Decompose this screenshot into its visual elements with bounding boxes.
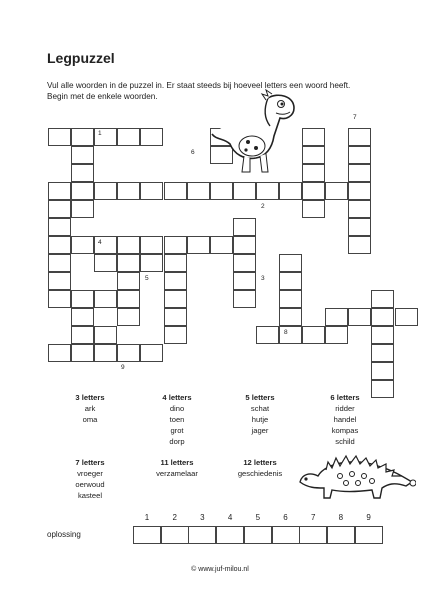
crossword-cell[interactable] bbox=[48, 182, 71, 200]
crossword-cell[interactable] bbox=[210, 182, 233, 200]
crossword-cell[interactable] bbox=[233, 236, 256, 254]
crossword-cell[interactable] bbox=[71, 308, 94, 326]
clue-number-4: 4 bbox=[98, 239, 102, 246]
crossword-cell[interactable] bbox=[279, 254, 302, 272]
crossword-cell[interactable] bbox=[348, 164, 371, 182]
crossword-cell[interactable] bbox=[48, 290, 71, 308]
word-group-12-letters bbox=[220, 457, 300, 479]
crossword-cell[interactable] bbox=[71, 182, 94, 200]
crossword-cell[interactable] bbox=[256, 182, 279, 200]
word-group-heading: 12 letters bbox=[243, 458, 277, 467]
crossword-cell[interactable] bbox=[94, 290, 117, 308]
crossword-cell[interactable] bbox=[71, 128, 94, 146]
crossword-cell[interactable] bbox=[279, 182, 302, 200]
crossword-cell[interactable] bbox=[164, 182, 187, 200]
word-item: geschiedenis bbox=[237, 469, 283, 478]
word-group-heading: 7 letters bbox=[75, 458, 105, 467]
crossword-cell[interactable] bbox=[164, 290, 187, 308]
crossword-cell[interactable] bbox=[256, 326, 279, 344]
word-group-7-letters bbox=[50, 457, 130, 501]
solution-number: 8 bbox=[338, 513, 344, 522]
crossword-cell[interactable] bbox=[279, 308, 302, 326]
crossword-cell[interactable] bbox=[140, 344, 163, 362]
crossword-cell[interactable] bbox=[71, 200, 94, 218]
crossword-cell[interactable] bbox=[71, 344, 94, 362]
solution-cell[interactable] bbox=[216, 526, 244, 544]
crossword-cell[interactable] bbox=[325, 308, 348, 326]
word-item: verzamelaar bbox=[156, 469, 198, 478]
crossword-cell[interactable] bbox=[164, 272, 187, 290]
word-group-heading: 3 letters bbox=[75, 393, 105, 402]
word-group-3-letters bbox=[50, 392, 130, 425]
word-item: ridder bbox=[335, 404, 355, 413]
crossword-cell[interactable] bbox=[94, 344, 117, 362]
crossword-cell[interactable] bbox=[48, 218, 71, 236]
clue-number-1: 1 bbox=[98, 130, 102, 137]
crossword-cell[interactable] bbox=[325, 182, 348, 200]
crossword-cell[interactable] bbox=[71, 164, 94, 182]
crossword-cell[interactable] bbox=[371, 344, 394, 362]
word-group-heading: 4 letters bbox=[162, 393, 192, 402]
word-item: oma bbox=[82, 415, 98, 424]
word-item: ark bbox=[84, 404, 96, 413]
crossword-cell[interactable] bbox=[325, 326, 348, 344]
crossword-cell[interactable] bbox=[302, 326, 325, 344]
crossword-cell[interactable] bbox=[117, 128, 140, 146]
solution-number: 7 bbox=[310, 513, 316, 522]
word-group-6-letters bbox=[305, 392, 385, 447]
word-item: kasteel bbox=[77, 491, 103, 500]
clue-number-9: 9 bbox=[121, 364, 125, 371]
crossword-cell[interactable] bbox=[117, 182, 140, 200]
word-group-4-letters bbox=[137, 392, 217, 447]
clue-number-5: 5 bbox=[145, 275, 149, 282]
solution-cell[interactable] bbox=[161, 526, 189, 544]
crossword-cell[interactable] bbox=[233, 272, 256, 290]
crossword-cell[interactable] bbox=[302, 200, 325, 218]
solution-cell[interactable] bbox=[272, 526, 300, 544]
crossword-cell[interactable] bbox=[348, 182, 371, 200]
word-item: jager bbox=[251, 426, 269, 435]
crossword-cell[interactable] bbox=[302, 164, 325, 182]
crossword-cell[interactable] bbox=[371, 362, 394, 380]
crossword-cell[interactable] bbox=[187, 236, 210, 254]
solution-number: 4 bbox=[227, 513, 233, 522]
solution-number: 3 bbox=[200, 513, 205, 522]
crossword-cell[interactable] bbox=[117, 290, 140, 308]
crossword-cell[interactable] bbox=[164, 236, 187, 254]
crossword-cell[interactable] bbox=[140, 182, 163, 200]
instruction-line-2: Begin met de enkele woorden. bbox=[47, 92, 158, 101]
word-group-11-letters bbox=[137, 457, 217, 479]
footer-credit: © www.juf-milou.nl bbox=[191, 566, 249, 573]
clue-number-3: 3 bbox=[261, 275, 265, 282]
crossword-cell[interactable] bbox=[140, 254, 163, 272]
clue-number-7: 7 bbox=[353, 114, 357, 121]
crossword-cell[interactable] bbox=[94, 326, 117, 344]
crossword-cell[interactable] bbox=[302, 146, 325, 164]
crossword-cell[interactable] bbox=[279, 272, 302, 290]
solution-cell[interactable] bbox=[355, 526, 383, 544]
crossword-cell[interactable] bbox=[48, 236, 71, 254]
crossword-cell[interactable] bbox=[348, 218, 371, 236]
clue-number-8: 8 bbox=[284, 329, 288, 336]
solution-cell[interactable] bbox=[327, 526, 355, 544]
crossword-cell[interactable] bbox=[348, 146, 371, 164]
crossword-cell[interactable] bbox=[233, 218, 256, 236]
crossword-cell[interactable] bbox=[117, 236, 140, 254]
clue-number-6: 6 bbox=[191, 149, 195, 156]
word-group-5-letters bbox=[220, 392, 300, 436]
solution-cell[interactable] bbox=[299, 526, 327, 544]
solution-cell[interactable] bbox=[244, 526, 272, 544]
word-group-heading: 11 letters bbox=[160, 458, 194, 467]
crossword-cell[interactable] bbox=[371, 308, 394, 326]
crossword-cell[interactable] bbox=[117, 344, 140, 362]
crossword-cell[interactable] bbox=[371, 290, 394, 308]
solution-number: 9 bbox=[366, 513, 371, 522]
word-item: oerwoud bbox=[75, 480, 105, 489]
crossword-cell[interactable] bbox=[279, 326, 302, 344]
word-item: kompas bbox=[331, 426, 359, 435]
crossword-cell[interactable] bbox=[71, 146, 94, 164]
solution-number: 5 bbox=[255, 513, 261, 522]
crossword-cell[interactable] bbox=[48, 272, 71, 290]
crossword-cell[interactable] bbox=[279, 290, 302, 308]
crossword-cell[interactable] bbox=[140, 236, 163, 254]
page-title: Legpuzzel bbox=[47, 50, 115, 66]
solution-number: 6 bbox=[283, 513, 288, 522]
crossword-cell[interactable] bbox=[210, 236, 233, 254]
crossword-cell[interactable] bbox=[164, 308, 187, 326]
solution-label: oplossing bbox=[47, 530, 81, 539]
solution-number: 1 bbox=[144, 513, 150, 522]
crossword-cell[interactable] bbox=[48, 344, 71, 362]
crossword-cell[interactable] bbox=[164, 326, 187, 344]
solution-cell[interactable] bbox=[133, 526, 161, 544]
word-item: grot bbox=[170, 426, 184, 435]
word-item: dorp bbox=[169, 437, 185, 446]
instruction-line-1: Vul alle woorden in de puzzel in. Er staat steeds bij hoeveel letters een woord heeft. bbox=[47, 81, 351, 90]
crossword-cell[interactable] bbox=[302, 128, 325, 146]
word-item: dino bbox=[169, 404, 185, 413]
crossword-cell[interactable] bbox=[395, 308, 418, 326]
crossword-cell[interactable] bbox=[348, 236, 371, 254]
word-group-heading: 5 letters bbox=[245, 393, 275, 402]
crossword-cell[interactable] bbox=[48, 254, 71, 272]
word-item: schild bbox=[335, 437, 355, 446]
crossword-cell[interactable] bbox=[94, 254, 117, 272]
crossword-cell[interactable] bbox=[140, 128, 163, 146]
crossword-cell[interactable] bbox=[117, 272, 140, 290]
ankylosaurus-icon bbox=[296, 452, 416, 502]
crossword-cell[interactable] bbox=[94, 182, 117, 200]
clue-number-2: 2 bbox=[261, 203, 265, 210]
crossword-cell[interactable] bbox=[48, 200, 71, 218]
crossword-cell[interactable] bbox=[348, 308, 371, 326]
crossword-cell[interactable] bbox=[187, 182, 210, 200]
crossword-cell[interactable] bbox=[71, 290, 94, 308]
word-item: toen bbox=[169, 415, 185, 424]
crossword-cell[interactable] bbox=[48, 128, 71, 146]
crossword-cell[interactable] bbox=[71, 236, 94, 254]
crossword-cell[interactable] bbox=[233, 182, 256, 200]
word-item: hutje bbox=[251, 415, 269, 424]
crossword-cell[interactable] bbox=[371, 326, 394, 344]
solution-cell[interactable] bbox=[188, 526, 216, 544]
crossword-cell[interactable] bbox=[71, 326, 94, 344]
solution-number: 2 bbox=[172, 513, 177, 522]
crossword-cell[interactable] bbox=[348, 200, 371, 218]
crossword-cell[interactable] bbox=[302, 182, 325, 200]
crossword-cell[interactable] bbox=[233, 254, 256, 272]
crossword-cell[interactable] bbox=[117, 308, 140, 326]
crossword-cell[interactable] bbox=[164, 254, 187, 272]
dinosaur-icon bbox=[208, 88, 296, 178]
crossword-cell[interactable] bbox=[117, 254, 140, 272]
word-item: vroeger bbox=[77, 469, 103, 478]
crossword-cell[interactable] bbox=[233, 290, 256, 308]
crossword-cell[interactable] bbox=[348, 128, 371, 146]
word-group-heading: 6 letters bbox=[330, 393, 360, 402]
word-item: handel bbox=[333, 415, 357, 424]
word-item: schat bbox=[250, 404, 270, 413]
